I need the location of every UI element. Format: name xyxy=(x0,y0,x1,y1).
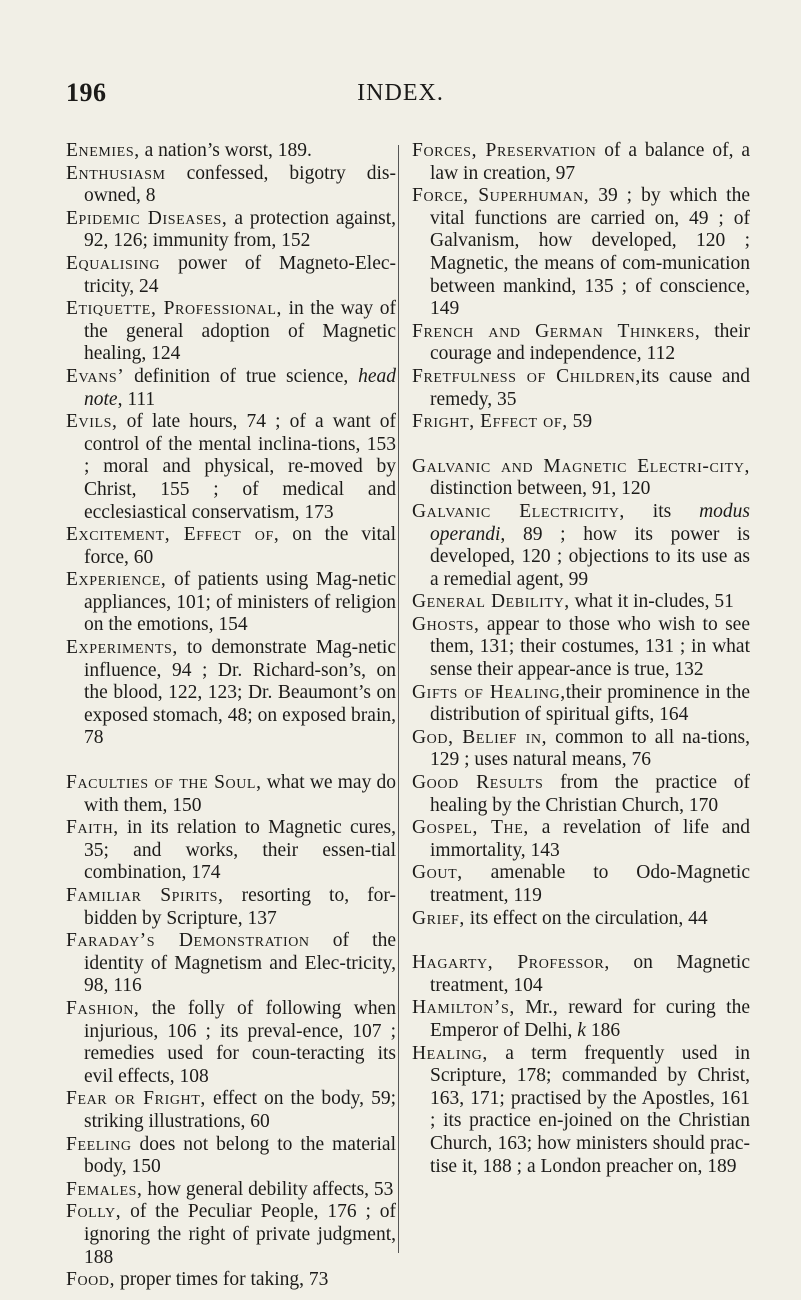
entry-headword: Evans’ xyxy=(66,365,125,387)
entry-body: common to all na-tions, 129 ; uses natural means, 76 xyxy=(430,726,750,771)
index-entry xyxy=(412,1043,750,1179)
entry-body: a revelation of life and immortality, 143 xyxy=(430,817,751,861)
index-entry xyxy=(66,253,396,298)
running-title: INDEX. xyxy=(357,80,444,106)
index-entry xyxy=(412,591,750,614)
index-entry xyxy=(412,908,750,931)
entry-body: distinction between, 91, 120 xyxy=(430,478,651,500)
entry-body: of patients using Mag-netic appliances, 101; of ministers of religion on the emotions, 154 xyxy=(84,569,396,636)
entry-headword: Enemies, xyxy=(66,140,140,161)
entry-headword: Equalising xyxy=(66,252,161,274)
entry-headword: Hamilton’s, xyxy=(412,997,515,1019)
entry-headword: Fretfulness of Children, xyxy=(412,365,641,387)
entry-headword: Force, Superhuman, xyxy=(412,185,590,207)
index-entry xyxy=(66,298,396,366)
entry-headword: Grief, xyxy=(412,907,465,929)
index-entry xyxy=(66,772,396,817)
entry-headword: Food, xyxy=(66,1269,116,1291)
entry-body: does not belong to the material body, 150 xyxy=(84,1133,396,1178)
entry-body: on the vital force, 60 xyxy=(84,524,396,568)
index-entry xyxy=(412,952,750,997)
index-entry xyxy=(412,140,750,185)
entry-body: amenable to Odo-Magnetic treatment, 119 xyxy=(430,862,750,906)
index-entry xyxy=(412,682,750,727)
entry-headword: Gospel, The, xyxy=(412,817,529,839)
index-column-left xyxy=(66,140,396,1292)
entry-headword: Ghosts, xyxy=(412,613,480,635)
index-entry xyxy=(66,930,396,998)
index-entry xyxy=(66,998,396,1088)
entry-body: a nation’s worst, 189. xyxy=(139,140,312,161)
entry-tail: , 89 ; how its power is developed, 120 ; objections to its use as a remedial agent, 99 xyxy=(430,523,750,590)
index-entry xyxy=(412,997,750,1042)
index-entry xyxy=(412,185,750,321)
index-entry xyxy=(412,456,750,501)
entry-body: its cause and remedy, 35 xyxy=(430,365,750,410)
entry-headword: Fear or Fright, xyxy=(66,1088,206,1110)
entry-headword: Enthusiasm xyxy=(66,162,166,184)
entry-body: what we may do with them, 150 xyxy=(84,772,396,816)
entry-headword: General Debility, xyxy=(412,591,570,613)
index-entry xyxy=(66,817,396,885)
entry-headword: God, Belief in, xyxy=(412,726,548,748)
entry-body: their prominence in the distribution of spiritual gifts, 164 xyxy=(430,681,750,726)
index-entry xyxy=(412,614,750,682)
entry-body: 59 xyxy=(567,411,593,433)
entry-headword: Faith, xyxy=(66,817,119,839)
entry-tail: 186 xyxy=(585,1019,621,1041)
entry-headword: Faculties of the Soul, xyxy=(66,772,262,794)
entry-body: appear to those who wish to see them, 131; their costumes, 131 ; in what sense their appear-ance is true, 132 xyxy=(430,613,750,681)
entry-headword: Gifts of Healing, xyxy=(412,681,566,703)
entry-body: what it in-cludes, 51 xyxy=(569,591,734,613)
entry-body: a protection against, 92, 126; immunity from, 152 xyxy=(84,207,396,252)
entry-headword: Forces, Preservation xyxy=(412,140,597,161)
index-entry xyxy=(66,1179,396,1202)
entry-headword: Excitement, Effect of, xyxy=(66,524,280,546)
entry-headword: Feeling xyxy=(66,1133,132,1155)
entry-body: of late hours, 74 ; of a want of control of the mental inclina-tions, 153 ; moral and physical, re-moved by Christ, 155 ; of medical and ecclesiastical conservatism, 173 xyxy=(84,411,396,523)
entry-headword: French and German Thinkers, xyxy=(412,320,701,342)
column-divider xyxy=(398,145,399,1253)
index-entry xyxy=(412,501,750,591)
entry-body: the folly of following when injurious, 106 ; its preval-ence, 107 ; remedies used for coun-teracting its evil effects, 108 xyxy=(84,997,396,1087)
entry-headword: Experiments, xyxy=(66,637,178,659)
entry-body: of the Peculiar People, 176 ; of ignoring the right of private judgment, 188 xyxy=(84,1201,396,1268)
entry-body: their courage and independence, 112 xyxy=(430,320,750,365)
entry-body: its xyxy=(624,500,700,522)
entry-headword: Good Results xyxy=(412,772,544,794)
entry-italic: head note xyxy=(84,365,396,410)
entry-headword: Epidemic Diseases, xyxy=(66,207,228,229)
index-entry xyxy=(66,208,396,253)
entry-body: in its relation to Magnetic cures, 35; and works, their essen-tial combination, 174 xyxy=(84,817,396,884)
entry-body: in the way of the general adoption of Magnetic healing, 124 xyxy=(84,298,396,365)
entry-body: resorting to, for-bidden by Scripture, 137 xyxy=(84,885,397,929)
index-entry xyxy=(412,817,750,862)
entry-headword: Galvanic and Magnetic Electri-city, xyxy=(412,455,750,477)
entry-body: Mr., reward for curing the Emperor of Delhi, xyxy=(430,997,750,1041)
entry-body: on Magnetic treatment, 104 xyxy=(430,952,751,996)
index-entry xyxy=(412,321,750,366)
entry-headword: Familiar Spirits, xyxy=(66,885,224,906)
entry-body: to demonstrate Mag-netic influence, 94 ; Dr. Richard-son’s, on the blood, 122, 123; Dr. Beaumont’s on exposed stomach, 48; on exposed brain, 78 xyxy=(84,637,396,749)
entry-headword: Folly, xyxy=(66,1201,122,1223)
entry-body: a term frequently used in Scripture, 178; commanded by Christ, 163, 171; practised by the Apostles, 161 ; its practice en-joined on the Christian Church, 163; how ministers should prac-tise it, 188 ; a London preacher on, 189 xyxy=(430,1042,750,1177)
index-entry xyxy=(66,411,396,524)
index-entry xyxy=(66,637,396,750)
index-entry xyxy=(412,727,750,772)
entry-headword: Healing, xyxy=(412,1042,488,1064)
entry-headword: Gout, xyxy=(412,862,463,884)
index-entry xyxy=(412,772,750,817)
entry-body: from the practice of healing by the Christian Church, 170 xyxy=(430,772,750,816)
entry-headword: Hagarty, Professor, xyxy=(412,952,610,974)
entry-body: its effect on the circulation, 44 xyxy=(464,907,708,929)
index-entry xyxy=(66,1201,396,1269)
index-entry xyxy=(66,569,396,637)
entry-body: 39 ; by which the vital functions are carried on, 49 ; of Galvanism, how developed, 120 ; Magnetic, the means of com-munication between mankind, 135 ; of conscience, 149 xyxy=(430,185,750,320)
entry-headword: Females, xyxy=(66,1178,143,1200)
index-entry xyxy=(66,524,396,569)
index-entry xyxy=(66,366,396,411)
index-entry xyxy=(66,140,396,163)
entry-body: of the identity of Magnetism and Elec-tricity, 98, 116 xyxy=(84,930,396,997)
index-column-right xyxy=(412,140,750,1178)
entry-italic: modus operandi xyxy=(430,500,750,545)
entry-italic: k xyxy=(577,1019,586,1041)
index-entry xyxy=(412,862,750,907)
entry-headword: Fright, Effect of, xyxy=(412,411,568,433)
entry-headword: Evils, xyxy=(66,411,118,433)
entry-body: how general debility affects, 53 xyxy=(142,1178,394,1200)
entry-headword: Etiquette, Professional, xyxy=(66,298,283,320)
index-entry xyxy=(412,366,750,411)
entry-tail: , 111 xyxy=(117,388,156,410)
entry-body: confessed, bigotry dis-owned, 8 xyxy=(84,162,396,207)
entry-headword: Fashion, xyxy=(66,997,140,1019)
entry-headword: Faraday’s Demonstration xyxy=(66,930,310,952)
entry-body: of a balance of, a law in creation, 97 xyxy=(430,140,750,184)
entry-body: effect on the body, 59; striking illustrations, 60 xyxy=(84,1088,396,1132)
entry-headword: Experience, xyxy=(66,569,167,591)
index-entry xyxy=(66,1269,396,1292)
index-entry xyxy=(66,1088,396,1133)
entry-body: definition of true science, xyxy=(124,365,359,387)
entry-body: proper times for taking, 73 xyxy=(115,1269,329,1291)
index-entry xyxy=(66,1134,396,1179)
entry-body: power of Magneto-Elec-tricity, 24 xyxy=(84,252,396,297)
index-entry xyxy=(66,885,396,930)
index-entry xyxy=(412,411,750,434)
entry-headword: Galvanic Electricity, xyxy=(412,500,625,522)
page-number: 196 xyxy=(66,78,107,107)
index-entry xyxy=(66,163,396,208)
